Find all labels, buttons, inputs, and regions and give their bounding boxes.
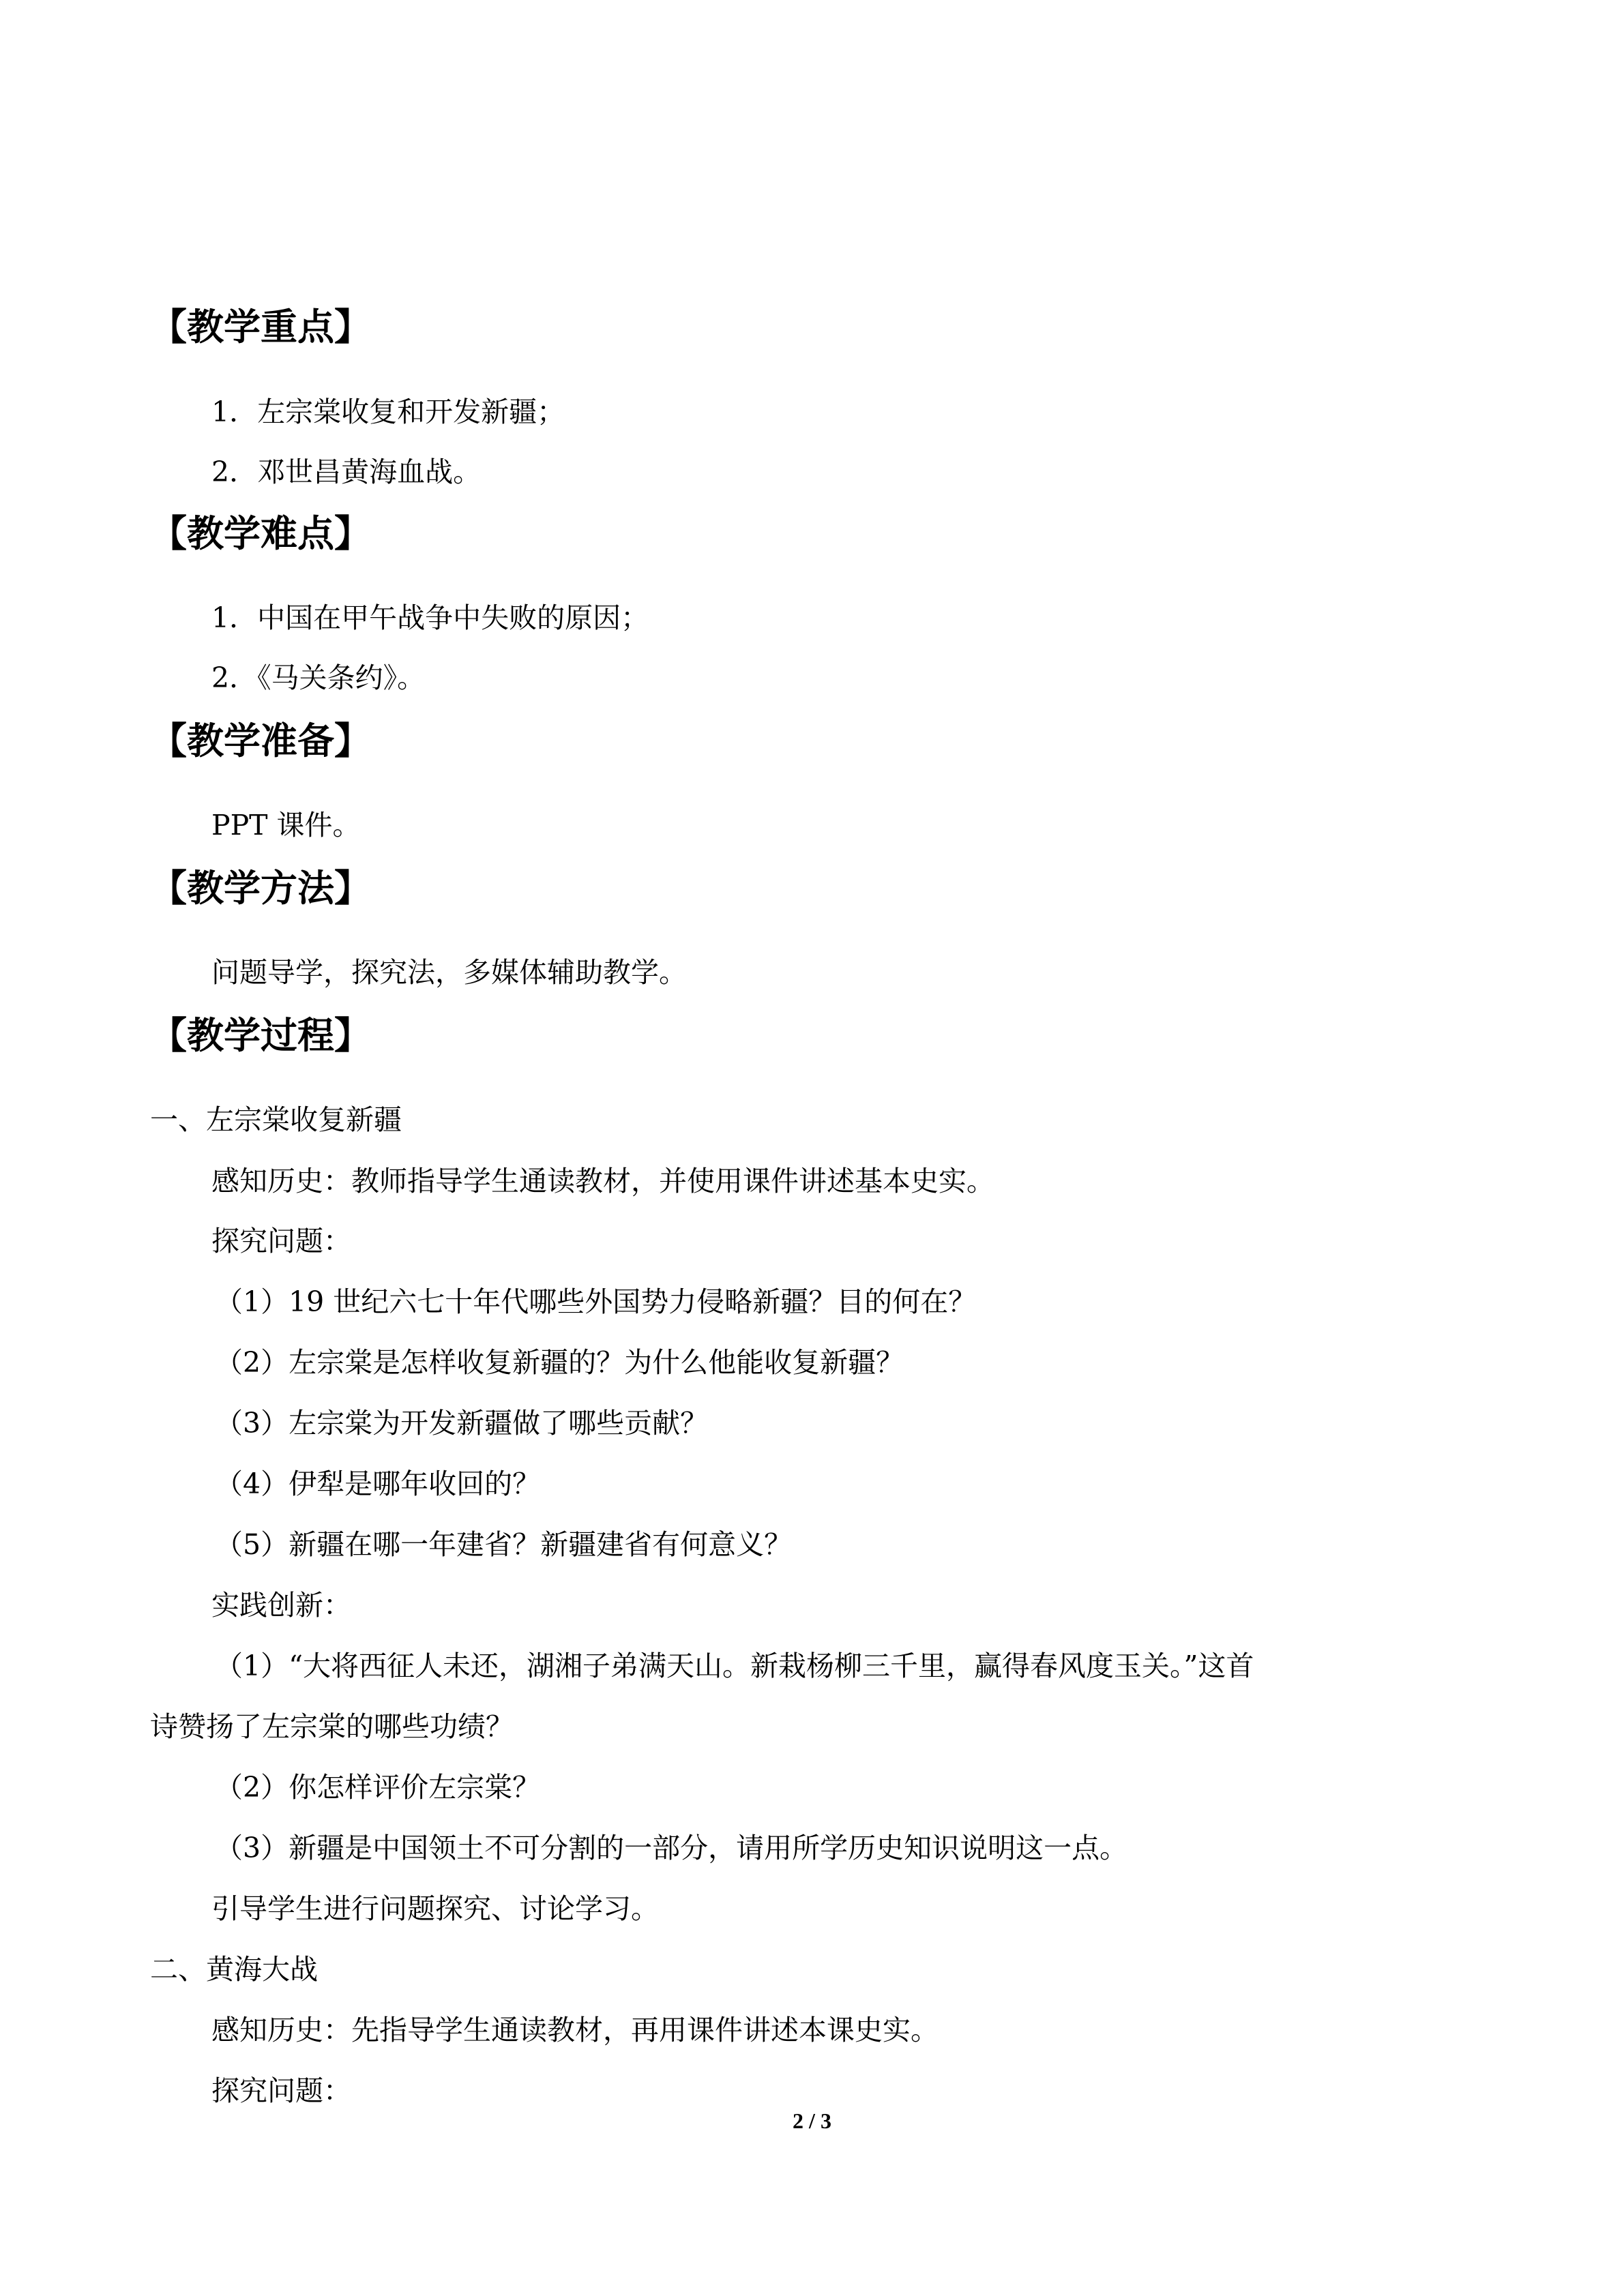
part1-question-1: （1）19 世纪六七十年代哪些外国势力侵略新疆？目的何在？ <box>215 1285 977 1318</box>
methods-text: 问题导学，探究法，多媒体辅助教学。 <box>211 956 687 989</box>
page-number: 2 / 3 <box>793 2108 831 2133</box>
difficulty-item-1: 1．中国在甲午战争中失败的原因； <box>211 601 649 634</box>
part1-practice-3: （3）新疆是中国领土不可分割的一部分，请用所学历史知识说明这一点。 <box>215 1832 1128 1864</box>
part1-question-4: （4）伊犁是哪年收回的？ <box>215 1467 541 1500</box>
part1-practice-label: 实践创新： <box>211 1589 351 1622</box>
key-point-item-2: 2．邓世昌黄海血战。 <box>211 456 482 488</box>
part1-perceive: 感知历史：教师指导学生通读教材，并使用课件讲述基本史实。 <box>211 1165 994 1197</box>
heading-difficulties: 【教学难点】 <box>150 512 371 555</box>
heading-preparation: 【教学准备】 <box>150 719 371 762</box>
part2-title: 二、黄海大战 <box>150 1953 318 1986</box>
difficulty-item-2: 2．《马关条约》。 <box>211 661 426 694</box>
part2-perceive: 感知历史：先指导学生通读教材，再用课件讲述本课史实。 <box>211 2014 939 2046</box>
part1-question-5: （5）新疆在哪一年建省？新疆建省有何意义？ <box>215 1528 793 1561</box>
part1-practice-1-cont: 诗赞扬了左宗棠的哪些功绩？ <box>150 1710 514 1743</box>
part1-practice-2: （2）你怎样评价左宗棠？ <box>215 1771 541 1804</box>
key-point-item-1: 1．左宗棠收复和开发新疆； <box>211 396 565 428</box>
heading-key-points: 【教学重点】 <box>150 305 371 348</box>
part1-question-3: （3）左宗棠为开发新疆做了哪些贡献？ <box>215 1407 709 1440</box>
part1-practice-1: （1）“大将西征人未还，湖湘子弟满天山。新栽杨柳三千里，赢得春风度玉关。”这首 <box>215 1650 1254 1682</box>
part1-title: 一、左宗棠收复新疆 <box>150 1103 402 1136</box>
preparation-text: PPT 课件。 <box>211 809 361 841</box>
part1-question-2: （2）左宗棠是怎样收复新疆的？为什么他能收复新疆？ <box>215 1346 904 1379</box>
part1-guide: 引导学生进行问题探究、讨论学习。 <box>211 1892 659 1925</box>
heading-process: 【教学过程】 <box>150 1014 371 1057</box>
heading-methods: 【教学方法】 <box>150 867 371 910</box>
part2-explore-label: 探究问题： <box>211 2074 351 2107</box>
part1-explore-label: 探究问题： <box>211 1225 351 1257</box>
